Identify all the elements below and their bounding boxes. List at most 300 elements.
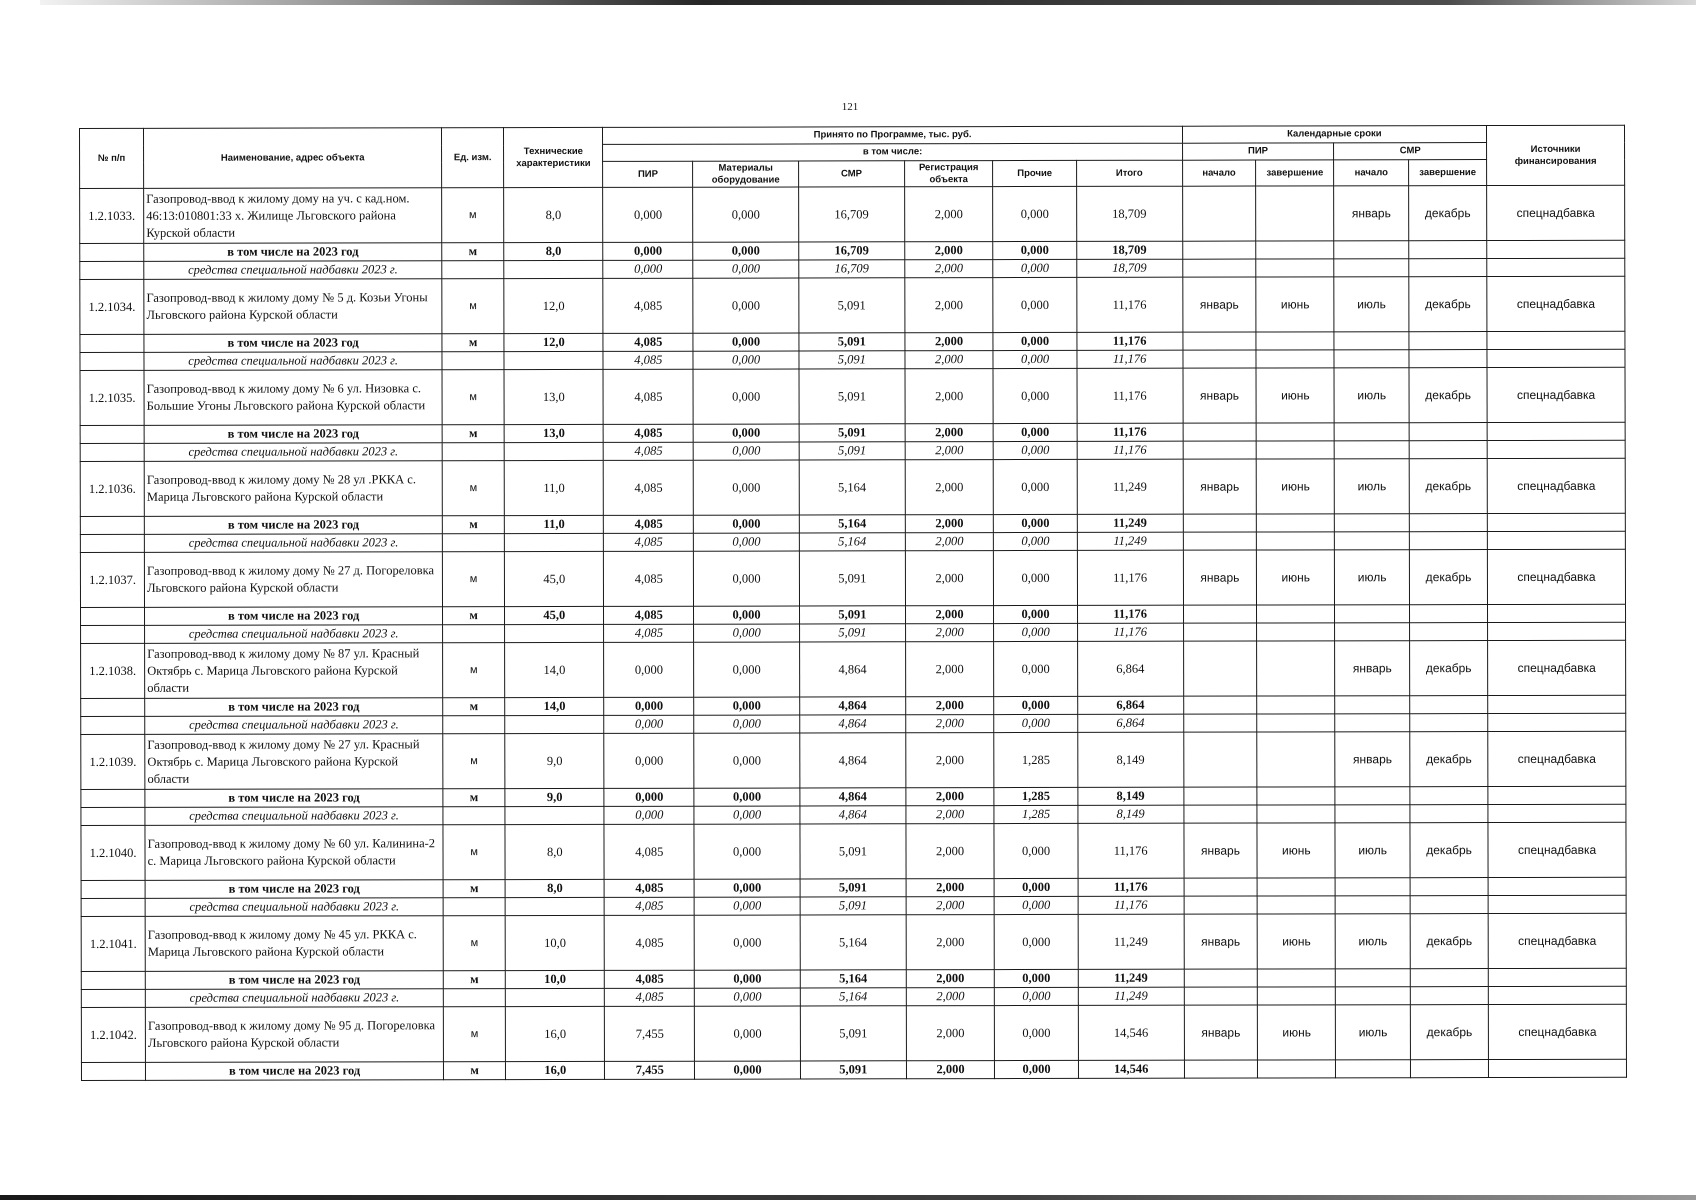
unit-cell: м — [442, 370, 504, 425]
empty-cell — [1183, 350, 1257, 368]
empty-cell — [1256, 241, 1334, 259]
header-smr-end: завершение — [1409, 160, 1487, 186]
pir-end-cell: июнь — [1256, 277, 1334, 332]
empty-cell — [1488, 986, 1626, 1004]
year-pir-cell: 4,085 — [604, 515, 694, 533]
smr-start-cell: июль — [1334, 459, 1409, 514]
empty-cell — [1256, 259, 1334, 277]
pir-start-cell — [1182, 186, 1256, 241]
smr-cell: 16,709 — [799, 187, 905, 242]
other-cell: 0,000 — [993, 277, 1076, 332]
empty-cell — [1410, 696, 1488, 714]
fund-total-cell: 11,176 — [1077, 441, 1183, 459]
empty-cell — [1409, 259, 1487, 277]
year-smr-cell: 4,864 — [800, 697, 906, 715]
fund-label-cell: средства специальной надбавки 2023 г. — [144, 443, 442, 462]
year-label-cell: в том числе на 2023 год — [144, 425, 442, 444]
pir-cell: 4,085 — [605, 915, 695, 970]
empty-cell — [505, 624, 604, 642]
year-registration-cell: 2,000 — [906, 1061, 995, 1079]
tech-cell: 16,0 — [505, 1006, 604, 1061]
year-tech-cell: 14,0 — [505, 697, 604, 715]
header-including: в том числе: — [603, 143, 1182, 161]
year-other-cell: 0,000 — [995, 969, 1078, 987]
empty-cell — [1334, 350, 1409, 368]
year-tech-cell: 12,0 — [504, 333, 603, 351]
empty-cell — [1488, 695, 1626, 713]
fund-label-cell: средства специальной надбавки 2023 г. — [144, 261, 442, 280]
fund-smr-cell: 5,164 — [800, 988, 906, 1006]
empty-cell — [1409, 441, 1487, 459]
unit-cell: м — [443, 734, 505, 789]
fund-other-cell: 1,285 — [994, 805, 1077, 823]
year-total-cell: 8,149 — [1078, 787, 1184, 805]
row-number: 1.2.1042. — [81, 1007, 145, 1062]
year-label-cell: в том числе на 2023 год — [144, 243, 442, 262]
empty-cell — [1258, 969, 1336, 987]
fund-materials-cell: 0,000 — [694, 806, 800, 824]
smr-start-cell: январь — [1335, 732, 1410, 787]
object-name: Газопровод-ввод к жилому дому № 45 ул. РККА с. Марица Льговского района Курской области — [145, 916, 443, 972]
year-label-cell: в том числе на 2023 год — [145, 880, 443, 899]
smr-start-cell: июль — [1334, 368, 1409, 423]
header-registration: Регистрация объекта — [904, 161, 993, 187]
year-unit-cell: м — [443, 789, 505, 807]
fund-other-cell: 0,000 — [993, 350, 1076, 368]
year-pir-cell: 4,085 — [604, 606, 694, 624]
fund-materials-cell: 0,000 — [694, 715, 800, 733]
fund-materials-cell: 0,000 — [694, 897, 800, 915]
year-unit-cell: м — [442, 243, 504, 261]
empty-cell — [1487, 513, 1625, 531]
fund-registration-cell: 2,000 — [905, 260, 994, 278]
empty-cell — [1488, 622, 1626, 640]
year-tech-cell: 16,0 — [506, 1061, 605, 1079]
empty-cell — [443, 898, 505, 916]
pir-start-cell: январь — [1182, 277, 1256, 332]
fund-label-cell: средства специальной надбавки 2023 г. — [145, 716, 443, 735]
row-number: 1.2.1034. — [80, 279, 144, 334]
year-unit-cell: м — [442, 334, 504, 352]
empty-cell — [1183, 787, 1257, 805]
empty-cell — [1257, 623, 1335, 641]
year-materials-cell: 0,000 — [694, 515, 800, 533]
empty-cell — [505, 897, 604, 915]
other-cell: 0,000 — [994, 641, 1077, 696]
empty-cell — [80, 443, 144, 461]
empty-cell — [1184, 969, 1258, 987]
unit-cell: м — [444, 1007, 506, 1062]
empty-cell — [504, 533, 603, 551]
smr-end-cell: декабрь — [1409, 277, 1487, 332]
program-table — [79, 125, 1627, 1081]
empty-cell — [80, 516, 144, 534]
row-number: 1.2.1033. — [80, 188, 144, 243]
materials-cell: 0,000 — [693, 278, 799, 333]
empty-cell — [1257, 805, 1335, 823]
fund-materials-cell: 0,000 — [695, 988, 801, 1006]
empty-cell — [1488, 604, 1626, 622]
empty-cell — [504, 260, 603, 278]
year-pir-cell: 4,085 — [603, 333, 693, 351]
empty-cell — [1410, 805, 1488, 823]
year-unit-cell: м — [442, 425, 504, 443]
fund-label-cell: средства специальной надбавки 2023 г. — [145, 898, 443, 917]
registration-cell: 2,000 — [905, 642, 994, 697]
tech-cell: 9,0 — [505, 733, 604, 788]
object-name: Газопровод-ввод к жилому дому № 28 ул .РККА с. Марица Льговского района Курской области — [144, 461, 442, 517]
header-smr: СМР — [799, 161, 905, 187]
smr-start-cell: январь — [1334, 186, 1409, 241]
source-cell: спецнадбавка — [1488, 1004, 1626, 1059]
smr-end-cell: декабрь — [1410, 914, 1488, 969]
empty-cell — [504, 442, 603, 460]
object-name: Газопровод-ввод к жилому дому № 27 ул. Красный Октябрь с. Марица Льговского района Курской области — [145, 734, 443, 790]
unit-cell: м — [443, 552, 505, 607]
empty-cell — [1410, 787, 1488, 805]
empty-cell — [1334, 423, 1409, 441]
empty-cell — [1336, 1060, 1411, 1078]
empty-cell — [1257, 605, 1335, 623]
header-sources: Источники финансирования — [1487, 125, 1625, 185]
year-tech-cell: 9,0 — [505, 788, 604, 806]
empty-cell — [81, 716, 145, 734]
smr-end-cell: декабрь — [1409, 550, 1487, 605]
fund-pir-cell: 4,085 — [604, 442, 694, 460]
table-row — [81, 822, 1626, 880]
year-label-cell: в том числе на 2023 год — [145, 789, 443, 808]
fund-materials-cell: 0,000 — [693, 260, 799, 278]
empty-cell — [80, 534, 144, 552]
header-other: Прочие — [993, 160, 1076, 186]
empty-cell — [80, 334, 144, 352]
smr-end-cell: декабрь — [1410, 1005, 1488, 1060]
total-cell: 11,176 — [1077, 277, 1183, 332]
fund-smr-cell: 5,164 — [799, 533, 905, 551]
scan-edge-top — [40, 0, 1696, 5]
empty-cell — [1334, 259, 1409, 277]
year-total-cell: 11,176 — [1077, 605, 1183, 623]
empty-cell — [1184, 987, 1258, 1005]
smr-start-cell: июль — [1335, 914, 1410, 969]
header-tech: Технические характеристики — [504, 127, 603, 187]
empty-cell — [443, 716, 505, 734]
fund-label-cell: средства специальной надбавки 2023 г. — [144, 352, 442, 371]
year-total-cell: 6,864 — [1077, 696, 1183, 714]
fund-label-cell: средства специальной надбавки 2023 г. — [145, 989, 443, 1008]
year-smr-cell: 5,091 — [799, 606, 905, 624]
table-body — [80, 185, 1627, 1080]
source-cell: спецнадбавка — [1487, 276, 1625, 331]
materials-cell: 0,000 — [694, 824, 800, 879]
empty-cell — [1184, 896, 1258, 914]
unit-cell: м — [443, 643, 505, 698]
total-cell: 11,176 — [1077, 368, 1183, 423]
pir-end-cell: июнь — [1257, 914, 1335, 969]
empty-cell — [1257, 532, 1335, 550]
smr-end-cell: декабрь — [1409, 368, 1487, 423]
fund-total-cell: 11,249 — [1078, 987, 1184, 1005]
fund-pir-cell: 0,000 — [604, 806, 694, 824]
year-materials-cell: 0,000 — [694, 788, 800, 806]
smr-start-cell: январь — [1335, 641, 1410, 696]
fund-other-cell: 0,000 — [994, 623, 1077, 641]
empty-cell — [1257, 896, 1335, 914]
empty-cell — [1488, 713, 1626, 731]
empty-cell — [1257, 696, 1335, 714]
year-materials-cell: 0,000 — [694, 697, 800, 715]
year-registration-cell: 2,000 — [905, 697, 994, 715]
year-label-cell: в том числе на 2023 год — [144, 334, 442, 353]
table-row — [80, 367, 1625, 425]
table-row — [81, 913, 1626, 971]
fund-pir-cell: 4,085 — [603, 351, 693, 369]
empty-cell — [1410, 896, 1488, 914]
year-other-cell: 0,000 — [994, 514, 1077, 532]
year-tech-cell: 8,0 — [504, 242, 603, 260]
empty-cell — [1335, 787, 1410, 805]
empty-cell — [1335, 532, 1410, 550]
unit-cell: м — [443, 825, 505, 880]
total-cell: 6,864 — [1077, 641, 1183, 696]
empty-cell — [1487, 331, 1625, 349]
empty-cell — [1487, 440, 1625, 458]
object-name: Газопровод-ввод к жилому дому № 27 д. Погореловка Льговского района Курской области — [144, 552, 442, 608]
row-number: 1.2.1039. — [81, 734, 145, 789]
pir-start-cell: январь — [1183, 550, 1257, 605]
year-registration-cell: 2,000 — [906, 879, 995, 897]
year-other-cell: 0,000 — [994, 423, 1077, 441]
year-materials-cell: 0,000 — [694, 606, 800, 624]
year-pir-cell: 7,455 — [605, 1061, 695, 1079]
empty-cell — [1410, 987, 1488, 1005]
header-pir-end: завершение — [1256, 160, 1334, 186]
year-total-cell: 11,176 — [1077, 423, 1183, 441]
year-unit-cell: м — [444, 1062, 506, 1080]
empty-cell — [1336, 987, 1411, 1005]
empty-cell — [1487, 531, 1625, 549]
pir-start-cell: январь — [1184, 914, 1258, 969]
year-label-cell: в том числе на 2023 год — [144, 516, 442, 535]
empty-cell — [1335, 623, 1410, 641]
unit-cell: м — [442, 461, 504, 516]
empty-cell — [1488, 786, 1626, 804]
fund-pir-cell: 4,085 — [605, 897, 695, 915]
empty-cell — [1335, 805, 1410, 823]
fund-total-cell: 11,176 — [1077, 350, 1183, 368]
other-cell: 0,000 — [995, 914, 1078, 969]
year-registration-cell: 2,000 — [905, 424, 994, 442]
empty-cell — [1335, 514, 1410, 532]
empty-cell — [81, 807, 145, 825]
empty-cell — [442, 443, 504, 461]
empty-cell — [443, 989, 505, 1007]
empty-cell — [1410, 969, 1488, 987]
fund-registration-cell: 2,000 — [905, 442, 994, 460]
header-total: Итого — [1076, 160, 1182, 186]
empty-cell — [1409, 532, 1487, 550]
materials-cell: 0,000 — [694, 551, 800, 606]
other-cell: 0,000 — [994, 550, 1077, 605]
total-cell: 8,149 — [1078, 732, 1184, 787]
fund-total-cell: 11,249 — [1077, 532, 1183, 550]
unit-cell: м — [442, 279, 504, 334]
fund-total-cell: 18,709 — [1077, 259, 1183, 277]
pir-end-cell: июнь — [1257, 823, 1335, 878]
year-tech-cell: 45,0 — [505, 606, 604, 624]
empty-cell — [442, 261, 504, 279]
total-cell: 11,176 — [1078, 823, 1184, 878]
materials-cell: 0,000 — [693, 460, 799, 515]
pir-start-cell: январь — [1183, 459, 1257, 514]
year-pir-cell: 0,000 — [604, 788, 694, 806]
pir-end-cell — [1257, 641, 1335, 696]
empty-cell — [1183, 441, 1257, 459]
empty-cell — [1335, 605, 1410, 623]
smr-end-cell: декабрь — [1409, 459, 1487, 514]
year-total-cell: 11,249 — [1077, 514, 1183, 532]
materials-cell: 0,000 — [694, 642, 800, 697]
header-cal-smr: СМР — [1334, 143, 1487, 160]
object-name: Газопровод-ввод к жилому дому на уч. с кад.ном. 46:13:010801:33 х. Жилище Льговского района Курской области — [144, 188, 442, 244]
empty-cell — [1184, 878, 1258, 896]
header-accepted: Принято по Программе, тыс. руб. — [603, 126, 1182, 144]
pir-cell: 0,000 — [604, 642, 694, 697]
row-number: 1.2.1036. — [80, 461, 144, 516]
table-row — [81, 1004, 1626, 1062]
total-cell: 18,709 — [1076, 186, 1182, 241]
empty-cell — [1488, 804, 1626, 822]
smr-cell: 5,091 — [800, 1006, 906, 1061]
empty-cell — [1182, 241, 1256, 259]
year-label-cell: в том числе на 2023 год — [145, 698, 443, 717]
empty-cell — [1184, 1060, 1258, 1078]
empty-cell — [1409, 350, 1487, 368]
year-other-cell: 1,285 — [994, 787, 1077, 805]
other-cell: 0,000 — [993, 368, 1076, 423]
fund-other-cell: 0,000 — [994, 532, 1077, 550]
fund-other-cell: 0,000 — [995, 896, 1078, 914]
year-smr-cell: 5,164 — [800, 970, 906, 988]
fund-label-cell: средства специальной надбавки 2023 г. — [144, 534, 442, 553]
empty-cell — [1410, 714, 1488, 732]
year-registration-cell: 2,000 — [906, 788, 995, 806]
fund-pir-cell: 0,000 — [603, 260, 693, 278]
fund-smr-cell: 5,091 — [799, 351, 905, 369]
object-name: Газопровод-ввод к жилому дому № 6 ул. Низовка с. Большие Угоны Льговского района Курской области — [144, 370, 442, 426]
pir-cell: 7,455 — [605, 1006, 695, 1061]
empty-cell — [1334, 441, 1409, 459]
row-number: 1.2.1040. — [81, 825, 145, 880]
empty-cell — [81, 971, 145, 989]
tech-cell: 12,0 — [504, 278, 603, 333]
page-number: 121 — [841, 101, 859, 113]
pir-start-cell: январь — [1184, 823, 1258, 878]
empty-cell — [443, 807, 505, 825]
table-row-year — [81, 1059, 1626, 1080]
tech-cell: 10,0 — [505, 915, 604, 970]
fund-other-cell: 0,000 — [994, 441, 1077, 459]
year-unit-cell: м — [443, 880, 505, 898]
empty-cell — [1183, 532, 1257, 550]
year-total-cell: 14,546 — [1078, 1060, 1184, 1078]
empty-cell — [81, 880, 145, 898]
empty-cell — [1184, 805, 1258, 823]
empty-cell — [1488, 968, 1626, 986]
materials-cell: 0,000 — [693, 187, 799, 242]
fund-materials-cell: 0,000 — [694, 533, 800, 551]
pir-cell: 4,085 — [604, 460, 694, 515]
smr-cell: 5,164 — [800, 915, 906, 970]
year-tech-cell: 11,0 — [504, 515, 603, 533]
other-cell: 0,000 — [995, 1005, 1078, 1060]
pir-cell: 4,085 — [603, 369, 693, 424]
empty-cell — [1183, 605, 1257, 623]
empty-cell — [81, 625, 145, 643]
empty-cell — [81, 698, 145, 716]
source-cell: спецнадбавка — [1488, 640, 1626, 695]
year-materials-cell: 0,000 — [695, 1061, 801, 1079]
fund-smr-cell: 5,091 — [800, 897, 906, 915]
pir-cell: 4,085 — [603, 278, 693, 333]
empty-cell — [443, 534, 505, 552]
year-other-cell: 0,000 — [993, 241, 1076, 259]
row-number: 1.2.1037. — [80, 552, 144, 607]
registration-cell: 2,000 — [906, 733, 995, 788]
empty-cell — [1258, 987, 1336, 1005]
empty-cell — [1256, 441, 1334, 459]
year-other-cell: 0,000 — [994, 696, 1077, 714]
total-cell: 11,176 — [1077, 550, 1183, 605]
header-unit: Ед. изм. — [442, 128, 504, 188]
empty-cell — [1334, 241, 1409, 259]
empty-cell — [1489, 1059, 1627, 1077]
row-number: 1.2.1041. — [81, 916, 145, 971]
unit-cell: м — [442, 188, 504, 243]
other-cell: 1,285 — [994, 732, 1077, 787]
empty-cell — [443, 625, 505, 643]
fund-smr-cell: 5,091 — [800, 624, 906, 642]
empty-cell — [80, 261, 144, 279]
year-smr-cell: 5,091 — [799, 333, 905, 351]
fund-registration-cell: 2,000 — [906, 988, 995, 1006]
year-pir-cell: 4,085 — [604, 424, 694, 442]
empty-cell — [81, 607, 145, 625]
header-calendar: Календарные сроки — [1182, 126, 1487, 144]
table-row — [80, 185, 1625, 243]
year-materials-cell: 0,000 — [693, 424, 799, 442]
year-registration-cell: 2,000 — [905, 333, 994, 351]
smr-start-cell: июль — [1334, 277, 1409, 332]
unit-cell: м — [443, 916, 505, 971]
pir-start-cell — [1183, 641, 1257, 696]
source-cell: спецнадбавка — [1488, 822, 1626, 877]
registration-cell: 2,000 — [906, 824, 995, 879]
empty-cell — [1410, 878, 1488, 896]
empty-cell — [1334, 332, 1409, 350]
empty-cell — [1256, 423, 1334, 441]
fund-materials-cell: 0,000 — [693, 442, 799, 460]
fund-registration-cell: 2,000 — [905, 351, 994, 369]
smr-start-cell: июль — [1335, 550, 1410, 605]
table-row — [80, 549, 1625, 607]
pir-end-cell — [1257, 732, 1335, 787]
fund-materials-cell: 0,000 — [694, 624, 800, 642]
empty-cell — [1257, 878, 1335, 896]
empty-cell — [1488, 895, 1626, 913]
fund-total-cell: 11,176 — [1077, 623, 1183, 641]
header-num: № п/п — [80, 128, 144, 188]
